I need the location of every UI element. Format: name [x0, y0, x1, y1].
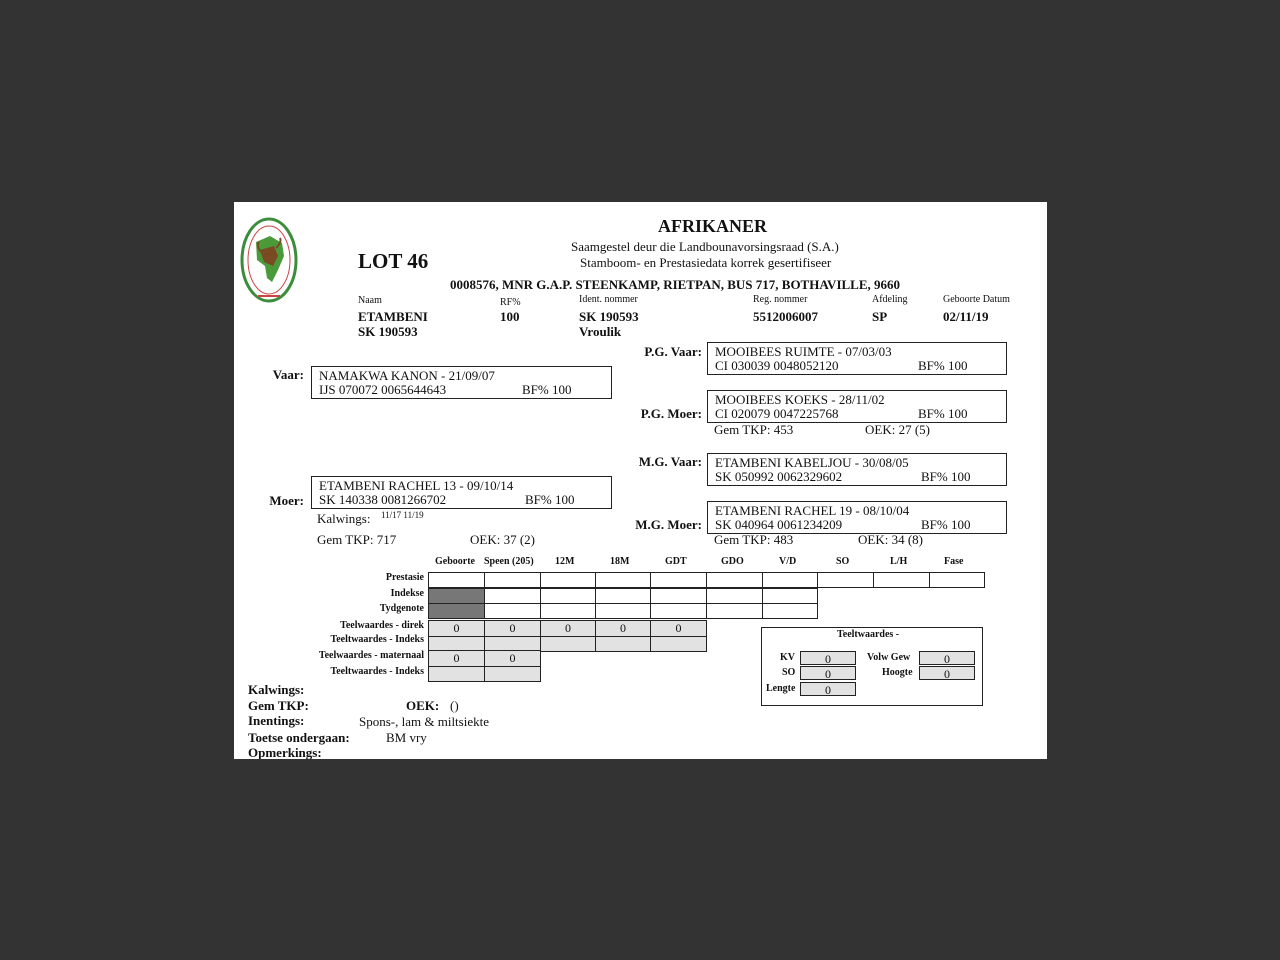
pg-sire-bf: BF% 100 — [918, 358, 968, 373]
direct-values-table — [428, 620, 707, 652]
cell — [596, 604, 651, 619]
maternal-values-table — [428, 650, 541, 682]
direct-value: 0 — [651, 621, 707, 637]
pg-sire-name: MOOIBEES RUIMTE - 07/03/03 — [715, 344, 892, 359]
header-rf: RF% — [500, 297, 521, 308]
header-name: Naam — [358, 295, 382, 306]
mg-sire-box — [707, 453, 1007, 486]
sire-bf: BF% 100 — [522, 382, 572, 397]
column-header: SO — [836, 556, 850, 567]
breeding-values-box — [761, 627, 983, 706]
footer-remarks-label: Opmerkings: — [248, 745, 322, 759]
cell — [763, 604, 818, 619]
cell — [651, 637, 707, 652]
so-label: SO — [782, 667, 796, 678]
footer-calvings-label: Kalwings: — [248, 682, 305, 697]
maternal-value: 0 — [485, 651, 541, 667]
cell — [485, 604, 541, 619]
cell — [485, 667, 541, 682]
footer-oek-value: () — [450, 698, 459, 713]
height-value: 0 — [919, 666, 975, 680]
column-header: Geboorte — [435, 556, 475, 567]
breeding-values-title: Teeltwaardes - — [837, 629, 900, 640]
row-label: Prestasie — [385, 572, 424, 583]
pg-dam-box — [707, 390, 1007, 423]
row-label: Teeltwaardes - Indeks — [330, 634, 424, 645]
cell — [429, 573, 485, 588]
mg-dam-label: M.G. Moer: — [635, 517, 702, 532]
cell — [707, 573, 763, 588]
cell — [874, 573, 930, 588]
animal-ident: SK 190593 — [579, 309, 639, 324]
cell — [485, 573, 541, 588]
dam-label: Moer: — [269, 493, 304, 508]
row-tydgenote — [429, 604, 818, 619]
footer-inoculations: Spons-, lam & miltsiekte — [359, 714, 489, 729]
mg-dam-box — [707, 501, 1007, 534]
cell — [485, 589, 541, 604]
sire-label: Vaar: — [272, 367, 304, 382]
breeder-info: 0008576, MNR G.A.P. STEENKAMP, RIETPAN, BUS 717, BOTHAVILLE, 9660 — [450, 277, 901, 292]
length-value: 0 — [800, 682, 856, 696]
compiled-by: Saamgestel deur die Landbounavorsingsraad (S.A.) — [571, 239, 839, 254]
mg-sire-name: ETAMBENI KABELJOU - 30/08/05 — [715, 455, 909, 470]
mg-dam-name: ETAMBENI RACHEL 19 - 08/10/04 — [715, 503, 910, 518]
row-prestasie — [429, 573, 985, 588]
maternal-value: 0 — [429, 651, 485, 667]
cell — [429, 604, 485, 619]
mature-weight-value: 0 — [919, 651, 975, 665]
mg-dam-bf: BF% 100 — [921, 517, 971, 532]
pedigree-document — [234, 202, 1047, 759]
dam-tkp: Gem TKP: 717 — [317, 532, 397, 547]
cell — [930, 573, 985, 588]
footer-tests-label: Toetse ondergaan: — [248, 730, 350, 745]
footer-inoculations-label: Inentings: — [248, 713, 305, 728]
mg-sire-id: SK 050992 0062329602 — [715, 469, 843, 484]
cell — [651, 573, 707, 588]
animal-rf: 100 — [500, 309, 520, 324]
society-logo-icon — [240, 216, 298, 304]
direct-value: 0 — [596, 621, 651, 637]
sire-box — [311, 366, 612, 399]
pg-dam-name: MOOIBEES KOEKS - 28/11/02 — [715, 392, 885, 407]
pg-sire-id: CI 030039 0048052120 — [715, 358, 839, 373]
cell — [541, 589, 596, 604]
cell — [541, 604, 596, 619]
column-header: Fase — [944, 556, 964, 567]
pg-dam-label: P.G. Moer: — [640, 406, 702, 421]
kv-value: 0 — [800, 651, 856, 665]
dam-box — [311, 476, 612, 509]
dam-bf: BF% 100 — [525, 492, 575, 507]
footer-oek-label: OEK: — [406, 698, 440, 713]
mg-dam-tkp: Gem TKP: 483 — [714, 532, 794, 547]
kv-label: KV — [780, 652, 795, 663]
direct-value: 0 — [429, 621, 485, 637]
cell — [763, 573, 818, 588]
dam-name: ETAMBENI RACHEL 13 - 09/10/14 — [319, 478, 514, 493]
cell — [763, 589, 818, 604]
animal-sex: Vroulik — [579, 324, 622, 339]
footer-tkp-label: Gem TKP: — [248, 698, 309, 713]
cell — [429, 667, 485, 682]
pg-dam-oek: OEK: 27 (5) — [865, 422, 930, 437]
mg-dam-id: SK 040964 0061234209 — [715, 517, 843, 532]
breed-title: AFRIKANER — [658, 216, 768, 236]
header-ident: Ident. nommer — [579, 294, 638, 305]
index-table — [428, 588, 818, 619]
column-header: GDO — [721, 556, 744, 567]
so-value: 0 — [800, 666, 856, 680]
pg-dam-id: CI 020079 0047225768 — [715, 406, 839, 421]
column-header: 12M — [555, 556, 575, 567]
pg-dam-bf: BF% 100 — [918, 406, 968, 421]
animal-section: SP — [872, 309, 888, 324]
direct-value: 0 — [541, 621, 596, 637]
header-section: Afdeling — [872, 294, 908, 305]
cell — [596, 589, 651, 604]
row-label: Teeltwaardes - Indeks — [330, 666, 424, 677]
pg-sire-label: P.G. Vaar: — [644, 344, 702, 359]
row-indekse — [429, 589, 818, 604]
performance-table — [428, 572, 985, 588]
mg-dam-oek: OEK: 34 (8) — [858, 532, 923, 547]
header-birth: Geboorte Datum — [943, 294, 1010, 305]
cell — [596, 637, 651, 652]
column-header: Speen (205) — [484, 556, 534, 567]
dam-id: SK 140338 0081266702 — [319, 492, 447, 507]
mature-weight-label: Volw Gew — [867, 652, 911, 663]
cell — [651, 589, 707, 604]
mg-sire-bf: BF% 100 — [921, 469, 971, 484]
certification-text: Stamboom- en Prestasiedata korrek gesertifiseer — [580, 255, 832, 270]
cell — [651, 604, 707, 619]
header-reg: Reg. nommer — [753, 294, 808, 305]
mg-sire-label: M.G. Vaar: — [638, 454, 702, 469]
cell — [541, 637, 596, 652]
row-label: Teelwaardes - direk — [340, 620, 424, 631]
cell — [818, 573, 874, 588]
cell — [596, 573, 651, 588]
row-label: Teelwaardes - maternaal — [318, 650, 424, 661]
dam-oek: OEK: 37 (2) — [470, 532, 535, 547]
cell — [707, 589, 763, 604]
dam-calvings: 11/17 11/19 — [381, 510, 424, 520]
height-label: Hoogte — [882, 667, 913, 678]
sire-id: IJS 070072 0065644643 — [319, 382, 447, 397]
pg-dam-tkp: Gem TKP: 453 — [714, 422, 794, 437]
animal-name: ETAMBENI — [358, 309, 428, 324]
column-header: 18M — [610, 556, 630, 567]
animal-reg: 5512006007 — [753, 309, 818, 324]
pg-sire-box — [707, 342, 1007, 375]
cell — [541, 573, 596, 588]
direct-value: 0 — [485, 621, 541, 637]
column-header: L/H — [890, 556, 908, 567]
column-header: GDT — [665, 556, 687, 567]
dam-calvings-label: Kalwings: — [317, 511, 371, 526]
sire-name: NAMAKWA KANON - 21/09/07 — [319, 368, 495, 383]
length-label: Lengte — [766, 683, 796, 694]
row-teelwaardes-direk — [429, 621, 707, 637]
animal-birth: 02/11/19 — [943, 309, 989, 324]
row-maternal-indeks — [429, 667, 541, 682]
row-label: Tydgenote — [379, 603, 424, 614]
row-teelwaardes-maternaal — [429, 651, 541, 667]
cell — [707, 604, 763, 619]
cell — [429, 589, 485, 604]
row-label: Indekse — [390, 588, 424, 599]
lot-number: LOT 46 — [358, 249, 429, 273]
column-header: V/D — [779, 556, 797, 567]
animal-code: SK 190593 — [358, 324, 418, 339]
footer-tests: BM vry — [386, 730, 427, 745]
